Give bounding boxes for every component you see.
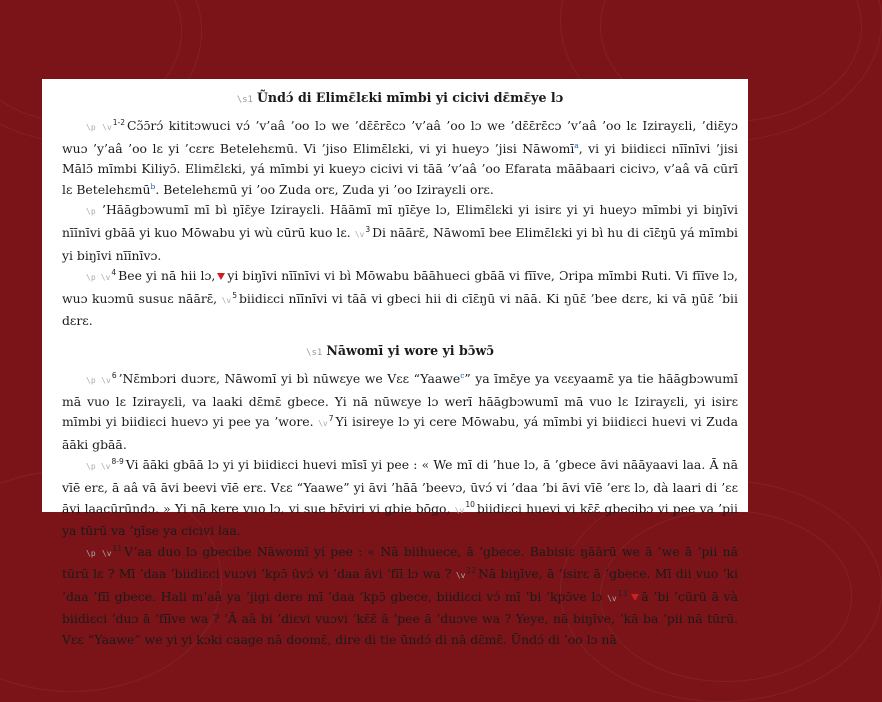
- section-marker: \s1: [236, 95, 253, 105]
- paragraph-4: \p $\backslash v^6$ ’Nɛ̄mbɔri duɔrɛ, Nāwomī yi bì nūwɛye we Vɛɛ “Yaawe$^c$” ya īmɛ̄ye ya vɛɛyaamɛ̄ ya tie hāāgbɔwumī mā vuo lɛ Izirayɛli, va laaki dɛ̄mɛ̄ gbece. Yi nā nūwɛye lɔ werī hāāgbɔwumī mā vuo lɛ Izirayɛli, yi isirɛ mīmbi yi biidiɛci huevɔ yi pee ya ’wore. $\backslash v^7$ Yi isireye lɔ yi cere Mōwabu, yá mīmbi yi biidiɛci huevi vi Zuda āāki gbāā.: [62, 370, 738, 452]
- paragraph-3: \p $\backslash v^4$ Bee yi nā hii lɔ, yi biŋīvi nīīnīvi vi bì Mōwabu bāāhueci gbāā vi fīīve, Ɔripa mīmbi Ruti. Vi fīīve lɔ, wuɔ kuɔmū susuɛ nāārɛ̄, $\backslash v^5$ biidiɛci nīīnīvi vi tāā vi gbeci hii di cīɛ̄ŋū vi nāā. Ki ŋūɛ̄ ’bee dɛrɛ, ki vā ŋūɛ̄ ’bii dɛrɛ.: [62, 268, 738, 329]
- paragraph-marker: \p: [86, 207, 96, 217]
- section-marker: \s1: [306, 347, 323, 358]
- verse-number: 4: [111, 268, 117, 278]
- paragraph-marker: \p: [86, 548, 96, 558]
- verse-number: 12: [466, 566, 477, 576]
- section-heading-1: [62, 88, 738, 110]
- verse-number: 6: [111, 370, 117, 380]
- footnote-link-b[interactable]: b: [150, 181, 156, 191]
- document-page: [42, 79, 748, 648]
- paragraph-2: \p ’Hāāgbɔwumī mī bì ŋīɛ̄ye Izirayɛli. Hāāmī mī ŋīɛ̄ye lɔ, Elimɛ̄lɛki yi isirɛ yi yi hueyɔ mīmbi yi biŋīvi nīīnīvi gbāā yi kuo Mōwabu yi wù cūrū kuo lɛ. $\backslash v^3$ Di nāārɛ̄, Nāwomī bee Elimɛ̄lɛki yi bì hu di cīɛ̄ŋū yá mīmbi yi biŋīvi nīīnīvɔ.: [62, 202, 738, 263]
- paragraph-6: \p $\backslash v^{11}$ V’aa duo lɔ gbecibe Nāwomī yi pee : « Nā biihuece, ā ’gbece. Babisiɛ ŋāārū we ā ’we ā ’pii nā tūrū lɛ ? Mī ’daa ’biidiɛci vuɔvi ’kpɔ̄ ūvɔ́ vi ’daa āvi ’fīī lɔ wa ? $\backslash v^{12}$ Nā biŋīve, ā ’isirɛ ā ’gbece. Mī dii vuo ’ki ’daa ’fīī gbece. Hali m’aâ ya ’jigi dere mī ’daa ’kpɔ̄ gbece, biidiɛci vɔ́ mī ’bi ’kpɔ̄ve lɔ $\backslash v^{13}$ ā ’bi ’cūrū ā và biidiɛci ’duɔ ā ’fīīve wa ? ’Ā aâ bi ’diɛvi vuɔvi ’kɛ̄ɛ̄ ā ’pee ā ’duɔve wa ? Yeye, nā biŋīve, ’kā ba ’pii nā tūrū. Vɛɛ “Yaawe” we yi yi kɔki caage nā doomɛ̄, dire di tie ūndɔ́ di nā dɛ̄mɛ̄. Ūndɔ́ di ’oo lɔ nā: [62, 543, 739, 648]
- section-heading-2: [62, 341, 738, 363]
- verse-number: 13: [617, 588, 628, 598]
- footnote-link-a[interactable]: a: [574, 140, 579, 150]
- paragraph-marker: \p: [86, 462, 96, 472]
- verse-number: 10: [465, 500, 475, 510]
- paragraph-marker: \p: [86, 375, 96, 385]
- section-title: Ũndɔ́ di Elimɛ̄lɛki mīmbi yi cicivi dɛ̄mɛ̄ye lɔ: [256, 90, 564, 105]
- paragraph-marker: \p: [86, 273, 96, 283]
- verse-number: 11: [112, 543, 123, 553]
- flag-icon[interactable]: [217, 273, 225, 280]
- paragraph-5: \p $\backslash v^{8-9}$ Vi āāki gbāā lɔ yi yi biidiɛci huevi mīsī yi pee : « We mī di ’hue lɔ, ā ’gbece āvi nāāyaavi laa. Ā nā vīē erɛ, ā aâ vā āvi beevi vīē erɛ. Vɛɛ “Yaawe” yi āvi ’hāā ’beevɔ, ūvɔ́ vi ’daa ’bi āvi vīē ’erɛ lɔ, dà laari di ’ɛɛ āvi laacūrūndɔ. » Yi nā kere vuo lɔ, vi sue bɛ̄viri vi gbie bōgo, $\backslash v^{10}$ biidiɛci huevi vi kɛ̄ɛ̄ gbecibɔ vi pee va ’pii ya tūrū va ’ŋīse ya cicivi laa.: [62, 457, 738, 539]
- footnote-link-c[interactable]: c: [460, 370, 465, 380]
- verse-number: 8-9: [111, 457, 124, 467]
- paragraph-1: \p $\backslash v^{1-2}$ Cɔ̃ɔ̄rɔ́ kititɔwuci vɔ́ ’v’aâ ’oo lɔ we ’dɛ̄ɛ̄rɛ̄cɔ ’v’aâ ’oo lɔ we ’dɛ̄ɛ̄rɛ̄cɔ ’v’aâ ’oo lɛ Izirayɛli, ’diɛ̄yɔ wuɔ ’y’aâ ’oo lɛ yi ’cɛrɛ Betelehɛmū. Vi ’jiso Elimɛ̄lɛki, vi yi hueyɔ ’jisi Nāwomī$^a$, vi yi biidiɛci nīīnīvi ’jisi Mālɔ̄ mīmbi Kiliyɔ̄. Elimɛ̄lɛki, yá mīmbi yi kueyɔ cicivi vi tāā ’v’aâ ’oo Efarata māābaari cicivɔ, v’aâ vā cūrī lɛ Betelehɛmū$^b$. Betelehɛmū yi ’oo Zuda orɛ, Zuda yi ’oo Izirayɛli orɛ.: [62, 117, 738, 197]
- section-title: Nāwomī yi wore yi bɔ̄wɔ̄: [326, 342, 494, 358]
- verse-number: 1-2: [112, 117, 126, 127]
- verse-number: 5: [232, 290, 237, 300]
- verse-number: 3: [365, 224, 371, 234]
- paragraph-marker: \p: [86, 123, 96, 132]
- flag-icon[interactable]: [631, 594, 639, 601]
- verse-number: 7: [328, 414, 334, 423]
